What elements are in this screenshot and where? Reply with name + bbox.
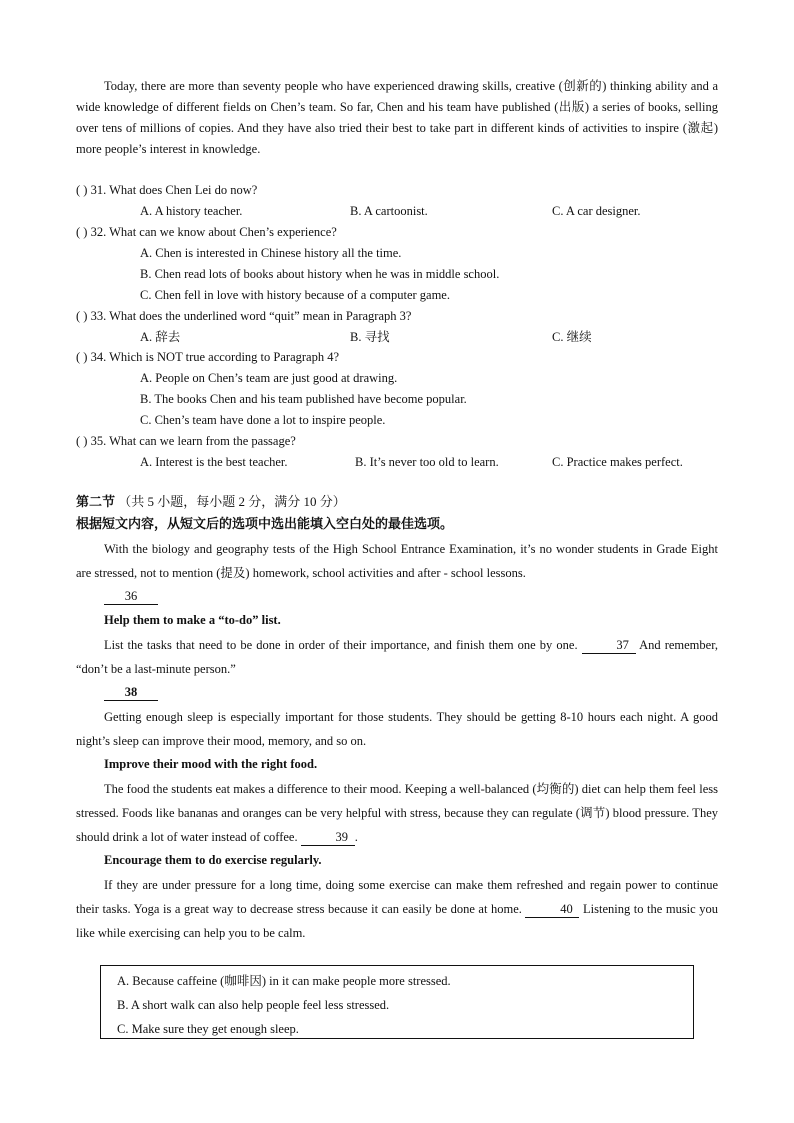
option-b: B. Chen read lots of books about history when he was in middle school. [140,267,500,281]
option-a: A. Interest is the best teacher. [140,455,288,469]
option-c: C. 继续 [552,330,592,344]
question-33 [76,307,411,325]
answer-bracket[interactable]: ( ) [76,434,88,448]
question-35 [76,432,296,450]
answer-bracket[interactable]: ( ) [76,183,88,197]
blank-39[interactable]: 39 [301,830,355,846]
option-a: A. Chen is interested in Chinese history all the time. [140,246,402,260]
passage-paragraph: List the tasks that need to be done in order of their importance, and finish them one by one. 37 And remember, “don’t be a last-minute person.” [76,638,718,676]
options-box [100,965,694,1039]
option-c: C. Chen fell in love with history because of a computer game. [140,288,450,302]
section-label: 第二节 [76,494,116,509]
question-stem: 35. What can we learn from the passage? [90,434,296,448]
question-stem: 34. Which is NOT true according to Paragraph 4? [90,350,340,364]
blank-37[interactable]: 37 [582,638,636,654]
question-stem: 31. What does Chen Lei do now? [90,183,258,197]
option-b: B. 寻找 [350,330,390,344]
box-option-a: A. Because caffeine (咖啡因) in it can make people more stressed. [117,974,451,988]
question-31 [76,181,257,199]
question-stem: 32. What can we know about Chen’s experience? [90,225,337,239]
answer-bracket[interactable]: ( ) [76,350,88,364]
option-c: C. A car designer. [552,204,641,218]
box-option-c: C. Make sure they get enough sleep. [117,1022,299,1036]
section-instruction: 根据短文内容，从短文后的选项中选出能填入空白处的最佳选项。 [76,516,454,531]
answer-bracket[interactable]: ( ) [76,309,88,323]
option-b: B. It’s never too old to learn. [355,455,499,469]
section-note: （共 5 小题，每小题 2 分，满分 10 分） [118,494,346,509]
option-b: B. A cartoonist. [350,204,428,218]
heading: Help them to make a “to-do” list. [104,613,281,627]
question-stem: 33. What does the underlined word “quit” mean in Paragraph 3? [90,309,412,323]
option-c: C. Chen’s team have done a lot to inspire people. [140,413,386,427]
heading: Encourage them to do exercise regularly. [104,853,322,867]
option-c: C. Practice makes perfect. [552,455,683,469]
option-a: A. People on Chen’s team are just good at drawing. [140,371,398,385]
passage-paragraph: With the biology and geography tests of the High School Entrance Examination, it’s no wonder students in Grade Eight are stressed, not to mention (提及) homework, school activities and after - school lessons. [76,542,718,580]
option-a: A. 辞去 [140,330,181,344]
passage-paragraph: If they are under pressure for a long time, doing some exercise can make them refreshed and regain power to continue their tasks. Yoga is a great way to decrease stress because it can easily be done at home. 40 Listening to the music you like while exercising can help you to be calm. [76,878,719,940]
passage-paragraph: The food the students eat makes a difference to their mood. Keeping a well-balanced (均衡的) diet can help them feel less stressed. Foods like bananas and oranges can be very helpful with stress, because they can regulate (调节) blood pressure. They should drink a lot of water instead of coffee. 39 . [76,782,718,844]
option-b: B. The books Chen and his team published have become popular. [140,392,467,406]
question-34 [76,348,339,366]
section-title [76,493,346,511]
blank-36[interactable]: 36 [104,587,158,605]
heading: Improve their mood with the right food. [104,757,318,771]
box-option-b: B. A short walk can also help people feel less stressed. [117,998,390,1012]
option-a: A. A history teacher. [140,204,243,218]
passage-paragraph: Today, there are more than seventy people who have experienced drawing skills, creative (创新的) thinking ability and a wide knowledge of different fields on Chen’s team. So far, Chen and his team have published (出版) a series of books, selling over tens of millions of copies. And they have also tried their best to take part in different kinds of activities to inspire (激起) more people’s interest in knowledge. [76,79,718,156]
answer-bracket[interactable]: ( ) [76,225,88,239]
blank-38[interactable]: 38 [104,683,158,701]
passage-paragraph: Getting enough sleep is especially important for those students. They should be getting 8-10 hours each night. A good night’s sleep can improve their mood, memory, and so on. [76,710,718,748]
blank-40[interactable]: 40 [525,902,579,918]
question-32 [76,223,337,241]
